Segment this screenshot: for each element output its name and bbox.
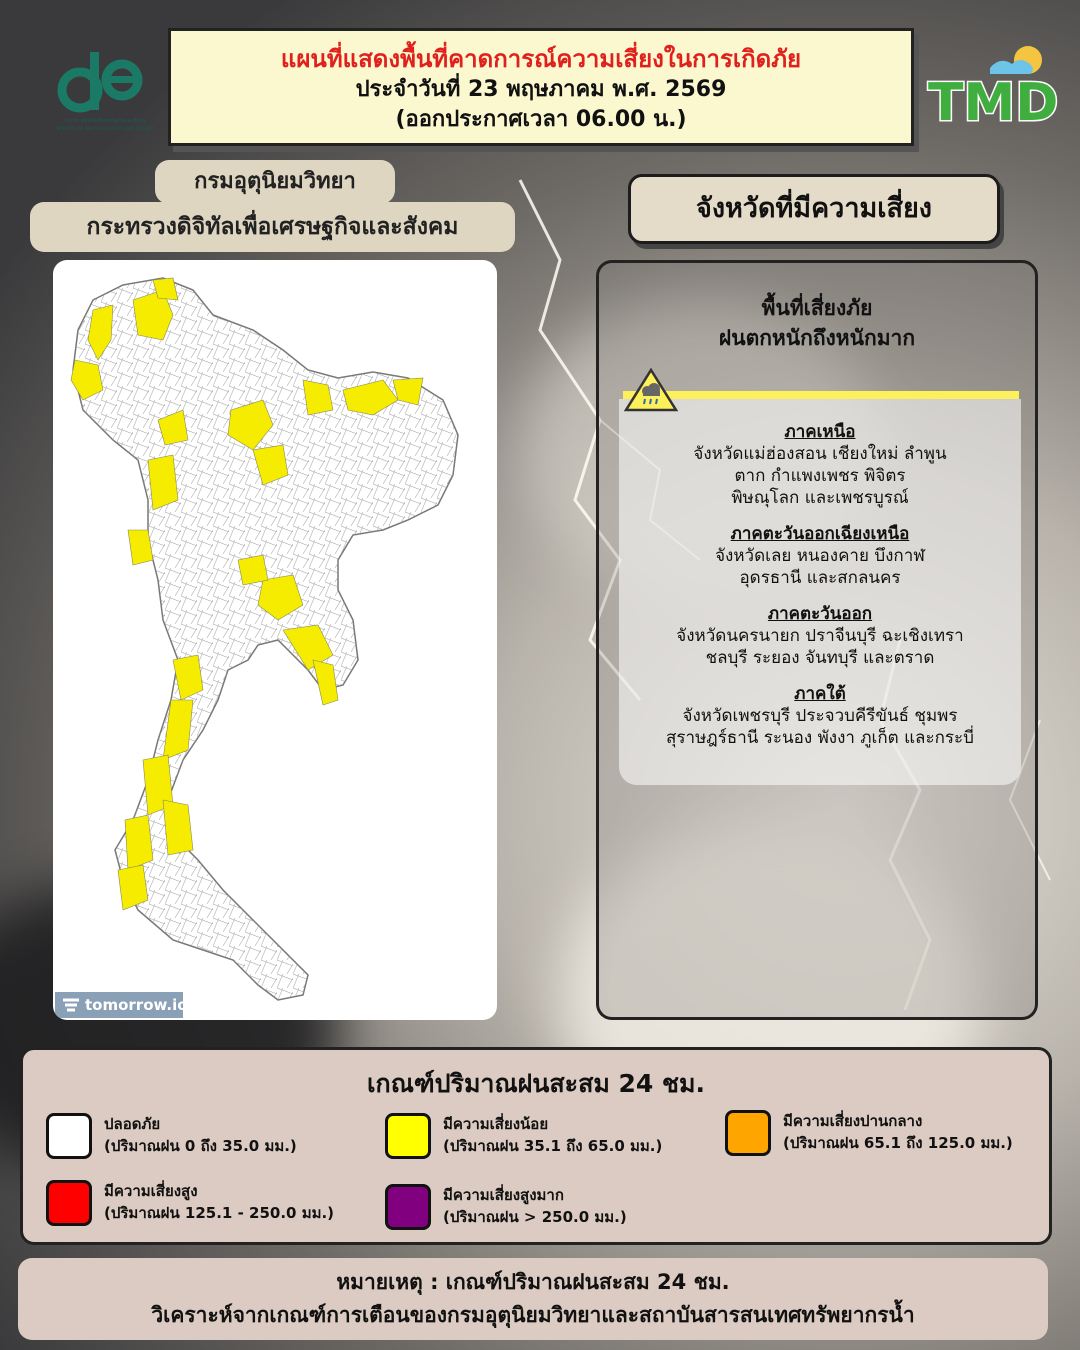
tmd-logo [920, 38, 1065, 133]
tak-area [148, 455, 178, 510]
header-box [168, 28, 914, 146]
risk-accent-bar [623, 391, 1019, 399]
ranong-phangnga-area [125, 815, 153, 870]
surat-thani-area [163, 800, 193, 855]
region-south [619, 683, 1021, 749]
legend-label: ปลอดภัย [104, 1115, 161, 1133]
nakhon-nayok-area [238, 555, 268, 585]
legend-swatch [46, 1180, 92, 1226]
legend-swatch [46, 1113, 92, 1159]
risk-heading [599, 293, 1035, 353]
region-line: จังหวัดเพชรบุรี ประจวบคีรีขันธ์ ชุมพร [682, 706, 958, 726]
ministry-caption: กระทรวงดิจิทัลเพื่อเศรษฐกิจและสังคม [64, 118, 146, 124]
region-northeast [619, 523, 1021, 589]
region-name: ภาคเหนือ [784, 422, 856, 442]
issue-time: (ออกประกาศเวลา 06.00 น.) [395, 107, 687, 132]
legend-range: (ปริมาณฝน 35.1 ถึง 65.0 มม.) [443, 1137, 663, 1155]
legend-label: มีความเสี่ยงสูงมาก [443, 1186, 564, 1204]
legend-title: เกณฑ์ปริมาณฝนสะสม 24 ชม. [367, 1069, 705, 1098]
rainfall-legend [20, 1047, 1052, 1245]
legend-range: (ปริมาณฝน 65.1 ถึง 125.0 มม.) [783, 1134, 1013, 1152]
agency-name: กรมอุตุนิยมวิทยา [155, 160, 395, 204]
note-line-2: วิเคราะห์จากเกณฑ์การเตือนของกรมอุตุนิยมวิทยาและสถาบันสารสนเทศทรัพยากรน้ำ [151, 1303, 915, 1327]
region-name: ภาคตะวันออกเฉียงเหนือ [730, 524, 910, 544]
region-line: ชลบุรี ระยอง จันทบุรี และตราด [705, 648, 935, 668]
heavy-rain-warning-icon [623, 367, 679, 413]
legend-swatch [725, 1110, 771, 1156]
rain-risk-map [53, 260, 497, 1020]
ministry-logo [50, 38, 160, 138]
thailand-map [53, 260, 497, 1020]
legend-swatch [385, 1184, 431, 1230]
legend-label: มีความเสี่ยงสูง [104, 1182, 198, 1200]
risk-provinces-title: จังหวัดที่มีความเสี่ยง [628, 174, 1000, 244]
legend-label: มีความเสี่ยงปานกลาง [783, 1112, 923, 1130]
region-line: ตาก กำแพงเพชร พิจิตร [734, 466, 906, 486]
page-title: แผนที่แสดงพื้นที่คาดการณ์ความเสี่ยงในการเกิดภัย [280, 45, 802, 73]
region-line: อุดรธานี และสกลนคร [739, 568, 901, 588]
region-north [619, 421, 1021, 509]
legend-label: มีความเสี่ยงน้อย [443, 1115, 549, 1133]
region-name: ภาคใต้ [794, 684, 846, 704]
legend-range: (ปริมาณฝน > 250.0 มม.) [443, 1208, 627, 1226]
risk-heading-1: พื้นที่เสี่ยงภัย [761, 296, 873, 320]
tmd-wordmark: TMD [928, 73, 1059, 133]
legend-range: (ปริมาณฝน 0 ถึง 35.0 มม.) [104, 1137, 297, 1155]
region-line: จังหวัดนครนายก ปราจีนบุรี ฉะเชิงเทรา [676, 626, 964, 646]
region-line: พิษณุโลก และเพชรบูรณ์ [731, 488, 909, 508]
risk-panel [596, 260, 1038, 1020]
region-east [619, 603, 1021, 669]
region-line: สุราษฎร์ธานี ระนอง พังงา ภูเก็ต และกระบี่ [666, 728, 974, 748]
ministry-caption-en: MINISTRY OF DIGITAL ECONOMY AND SOCIETY [56, 126, 154, 131]
tomorrow-logo-icon [61, 996, 81, 1014]
map-credit [55, 992, 188, 1018]
issue-date: ประจำวันที่ 23 พฤษภาคม พ.ศ. 2569 [355, 77, 727, 102]
note-box [18, 1258, 1048, 1340]
region-line: จังหวัดเลย หนองคาย บึงกาฬ [715, 546, 925, 566]
region-line: จังหวัดแม่ฮ่องสอน เชียงใหม่ ลำพูน [693, 444, 947, 464]
note-line-1: หมายเหตุ : เกณฑ์ปริมาณฝนสะสม 24 ชม. [336, 1270, 730, 1294]
ministry-name: กระทรวงดิจิทัลเพื่อเศรษฐกิจและสังคม [30, 202, 515, 252]
legend-swatch [385, 1113, 431, 1159]
map-credit-text: tomorrow.io [85, 996, 188, 1014]
region-list [619, 399, 1021, 785]
risk-heading-2: ฝนตกหนักถึงหนักมาก [718, 326, 916, 350]
region-name: ภาคตะวันออก [767, 604, 873, 624]
legend-range: (ปริมาณฝน 125.1 - 250.0 มม.) [104, 1204, 335, 1222]
